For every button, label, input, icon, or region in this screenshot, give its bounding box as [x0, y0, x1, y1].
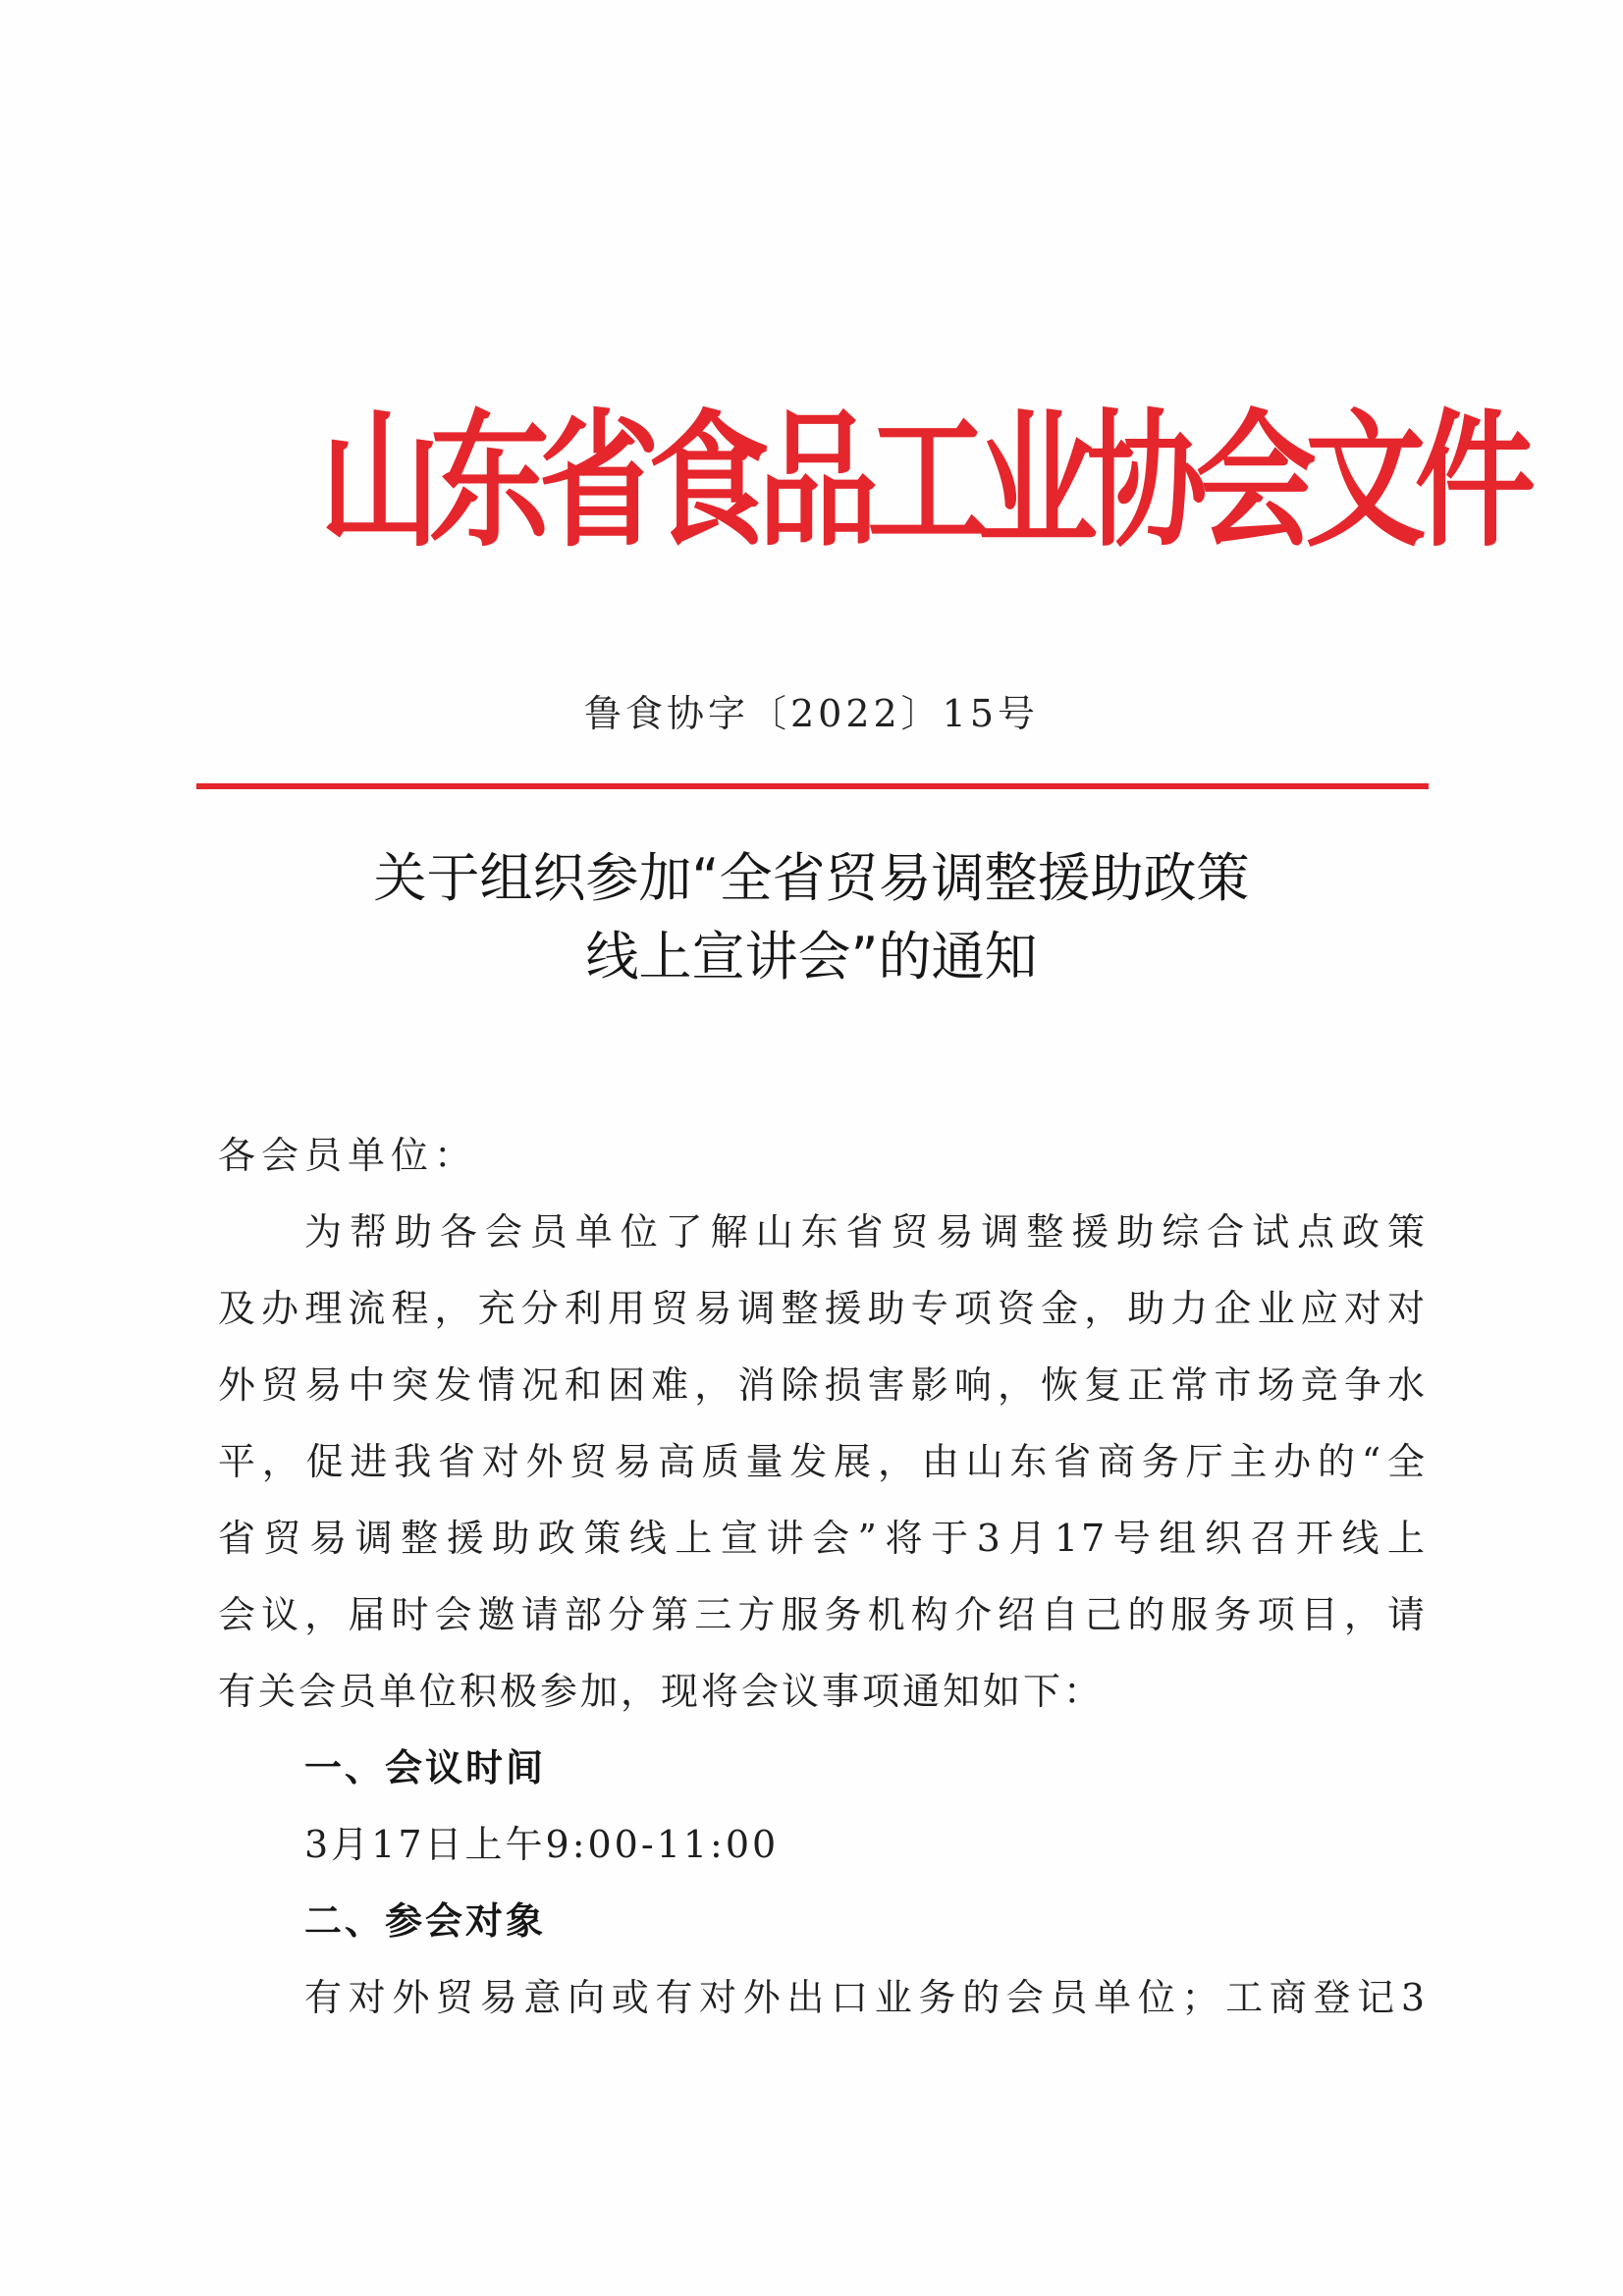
salutation: 各会员单位： [218, 1134, 478, 1177]
attendees-text: 有对外贸易意向或有对外出口业务的会员单位；工商登记3 [304, 1976, 1428, 2019]
paragraph-line: 会议，届时会邀请部分第三方服务机构介绍自己的服务项目，请 [218, 1593, 1428, 1636]
section-heading-attendees: 二、参会对象 [304, 1899, 547, 1943]
paragraph-line: 为帮助各会员单位了解山东省贸易调整援助综合试点政策 [304, 1210, 1428, 1254]
red-divider-line [196, 783, 1429, 789]
document-body [218, 1117, 1428, 2036]
section-heading-meeting-time: 一、会议时间 [304, 1746, 547, 1789]
paragraph-line: 及办理流程，充分利用贸易调整援助专项资金，助力企业应对对 [218, 1287, 1428, 1330]
paragraph-line: 平，促进我省对外贸易高质量发展，由山东省商务厅主办的“全 [218, 1440, 1428, 1483]
intro-paragraph [218, 1194, 1428, 1730]
document-title [0, 839, 1623, 996]
document-title-line-2: 线上宣讲会”的通知 [585, 926, 1038, 988]
paragraph-line: 有关会员单位积极参加，现将会议事项通知如下： [218, 1670, 1105, 1713]
document-number: 鲁食协字〔2022〕15号 [583, 692, 1040, 735]
organization-header: 山东省食品工业协会文件 [319, 395, 1525, 567]
document-title-line-1: 关于组织参加“全省贸易调整援助政策 [373, 847, 1250, 909]
paragraph-line: 省贸易调整援助政策线上宣讲会”将于3月17号组织召开线上 [218, 1517, 1428, 1560]
meeting-time-value: 3月17日上午9:00-11:00 [304, 1823, 780, 1866]
paragraph-line: 外贸易中突发情况和困难，消除损害影响，恢复正常市场竞争水 [218, 1363, 1428, 1407]
